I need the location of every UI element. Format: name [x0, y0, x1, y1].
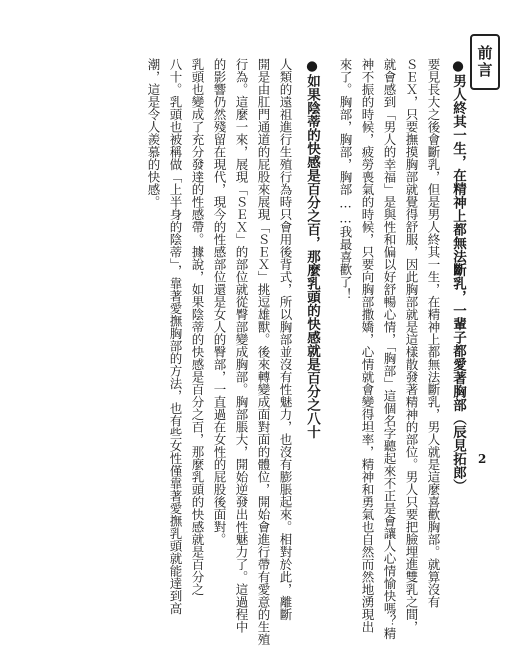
paragraph-line: 就會感到「男人的幸福」是與性和偏以好舒暢心情，「胸部」這個名字聽起來不正是會讓人心情愉快嗎？精: [382, 58, 397, 640]
paragraph-line: 八十。乳頭也被稱做「上半身的陰蒂」，靠著愛撫胸部的方法，也有些女性僅靠著愛撫乳頭就能達到高: [168, 58, 183, 615]
heading-2: ●如果陰蒂的快感是百分之百，那麼乳頭的快感就是百分之八十: [304, 58, 320, 439]
paragraph-line: ＳＥＸ，只要撫摸胸部就覺得舒服，因此胸部就是這樣散發著精神的部位。男人只要把臉埋進雙乳之間，: [404, 58, 419, 633]
paragraph-line: 乳頭也變成了充分發達的性感帶。據說，如果陰蒂的快感是百分之百，那麼乳頭的快感就是百分之: [190, 58, 205, 596]
page-title: 前言: [475, 45, 494, 79]
paragraph-line: 開是由肛門通道的屁股來展現「ＳＥＸ」挑逗雄獸。後來轉變成面對面的體位，開始會進行帶有愛意的生殖: [256, 58, 271, 646]
paragraph-line: 行為。這麼一來，展現「ＳＥＸ」的部位就從臀部變成胸部。胸部脹大，開始逆發出性魅力了。這過程中: [234, 58, 249, 633]
paragraph-line: 潮，這是令人羨慕的快感。: [146, 58, 161, 208]
paragraph-line: 要見長大之後會斷乳，但是男人終其一生，在精神上都無法斷乳，男人就是這麼喜歡胸部。就算沒有: [426, 58, 441, 608]
page-number: 2: [478, 452, 487, 466]
title-box: [470, 34, 500, 90]
paragraph-line: 來了。胸部，胸部，胸部……我最喜歡了！: [338, 58, 353, 301]
paragraph-line: 人類的遠祖進行生殖行為時只會用後背式，所以胸部並沒有性魅力，也沒有膨脹起來。相對於此，離斷: [278, 58, 293, 621]
heading-1: ●男人終其一生，在精神上都無法斷乳，一輩子都愛著胸部（辰見拓郎）: [450, 58, 466, 493]
paragraph-line: 的影響仍然殘留在現代，現今的性感部位還是女人的臀部，一直過在女性的屁股後面對。: [212, 58, 227, 546]
paragraph-line: 神不振的時候，疲勞喪氣的時候，只要向胸部撒嬌，心情就會變得坦率，精神和勇氣也自然而然地湧現出: [360, 58, 375, 633]
